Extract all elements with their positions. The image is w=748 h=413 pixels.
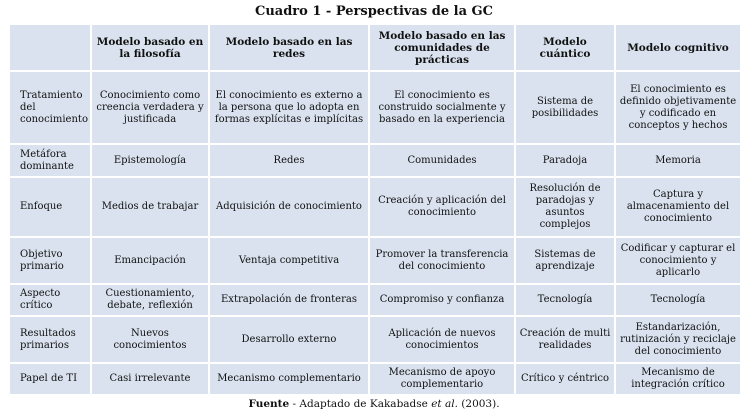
table-cell: Ventaja competitiva xyxy=(209,237,369,284)
row-label: Metáfora dominante xyxy=(9,144,91,177)
table-cell: El conocimiento es construido socialmente y basado en la experiencia xyxy=(369,71,515,144)
table-row xyxy=(9,71,741,144)
source-et-al: et al. xyxy=(431,398,458,410)
table-cell: Epistemología xyxy=(91,144,209,177)
table-cell: Promover la transferencia del conocimiento xyxy=(369,237,515,284)
table-cell: Redes xyxy=(209,144,369,177)
row-label: Aspecto crítico xyxy=(9,284,91,316)
table-row xyxy=(9,177,741,237)
table-cell: El conocimiento es definido objetivamente y codificado en conceptos y hechos xyxy=(615,71,741,144)
table-cell: Conocimiento como creencia verdadera y justificada xyxy=(91,71,209,144)
table-cell: Codificar y capturar el conocimiento y aplicarlo xyxy=(615,237,741,284)
header-cell-cuantico: Modelo cuántico xyxy=(515,24,615,71)
source-caption xyxy=(0,397,748,411)
header-cell-cognitivo: Modelo cognitivo xyxy=(615,24,741,71)
table-cell: Captura y almacenamiento del conocimiento xyxy=(615,177,741,237)
table-cell: Estandarización, rutinización y reciclaje del conocimiento xyxy=(615,316,741,363)
source-label: Fuente xyxy=(248,398,290,410)
header-cell-comunidades: Modelo basado en las comunidades de prácticas xyxy=(369,24,515,71)
table-cell: El conocimiento es externo a la persona que lo adopta en formas explícitas e implícitas xyxy=(209,71,369,144)
table-cell: Resolución de paradojas y asuntos complejos xyxy=(515,177,615,237)
table-cell: Extrapolación de fronteras xyxy=(209,284,369,316)
table-row xyxy=(9,284,741,316)
table-cell: Comunidades xyxy=(369,144,515,177)
header-cell-filosofia: Modelo basado en la filosofía xyxy=(91,24,209,71)
table-cell: Tecnología xyxy=(615,284,741,316)
source-text-after: (2003). xyxy=(457,398,500,410)
table-cell: Crítico y céntrico xyxy=(515,363,615,395)
table-cell: Nuevos conocimientos xyxy=(91,316,209,363)
header-row xyxy=(9,24,741,71)
table-cell: Creación de multi realidades xyxy=(515,316,615,363)
table-cell: Sistemas de aprendizaje xyxy=(515,237,615,284)
table-cell: Mecanismo complementario xyxy=(209,363,369,395)
table-row xyxy=(9,316,741,363)
table-cell: Tecnología xyxy=(515,284,615,316)
table-cell: Desarrollo externo xyxy=(209,316,369,363)
table-cell: Sistema de posibilidades xyxy=(515,71,615,144)
table-cell: Casi irrelevante xyxy=(91,363,209,395)
row-label: Tratamiento del conocimiento xyxy=(9,71,91,144)
table-cell: Mecanismo de integración crítico xyxy=(615,363,741,395)
row-label: Objetivo primario xyxy=(9,237,91,284)
table-cell: Cuestionamiento, debate, reflexión xyxy=(91,284,209,316)
row-label: Papel de TI xyxy=(9,363,91,395)
table-cell: Adquisición de conocimiento xyxy=(209,177,369,237)
table-title: Cuadro 1 - Perspectivas de la GC xyxy=(255,4,493,19)
row-label: Resultados primarios xyxy=(9,316,91,363)
table-cell: Compromiso y confianza xyxy=(369,284,515,316)
table-row xyxy=(9,144,741,177)
table-row xyxy=(9,363,741,395)
header-cell-redes: Modelo basado en las redes xyxy=(209,24,369,71)
table-row xyxy=(9,237,741,284)
table-cell: Memoria xyxy=(615,144,741,177)
table-cell: Medios de trabajar xyxy=(91,177,209,237)
source-text-before: - Adaptado de Kakabadse xyxy=(289,398,432,410)
table-cell: Emancipación xyxy=(91,237,209,284)
perspectives-table xyxy=(8,23,742,396)
table-cell: Mecanismo de apoyo complementario xyxy=(369,363,515,395)
table-cell: Aplicación de nuevos conocimientos xyxy=(369,316,515,363)
table-cell: Creación y aplicación del conocimiento xyxy=(369,177,515,237)
header-cell-empty xyxy=(9,24,91,71)
table-cell: Paradoja xyxy=(515,144,615,177)
row-label: Enfoque xyxy=(9,177,91,237)
